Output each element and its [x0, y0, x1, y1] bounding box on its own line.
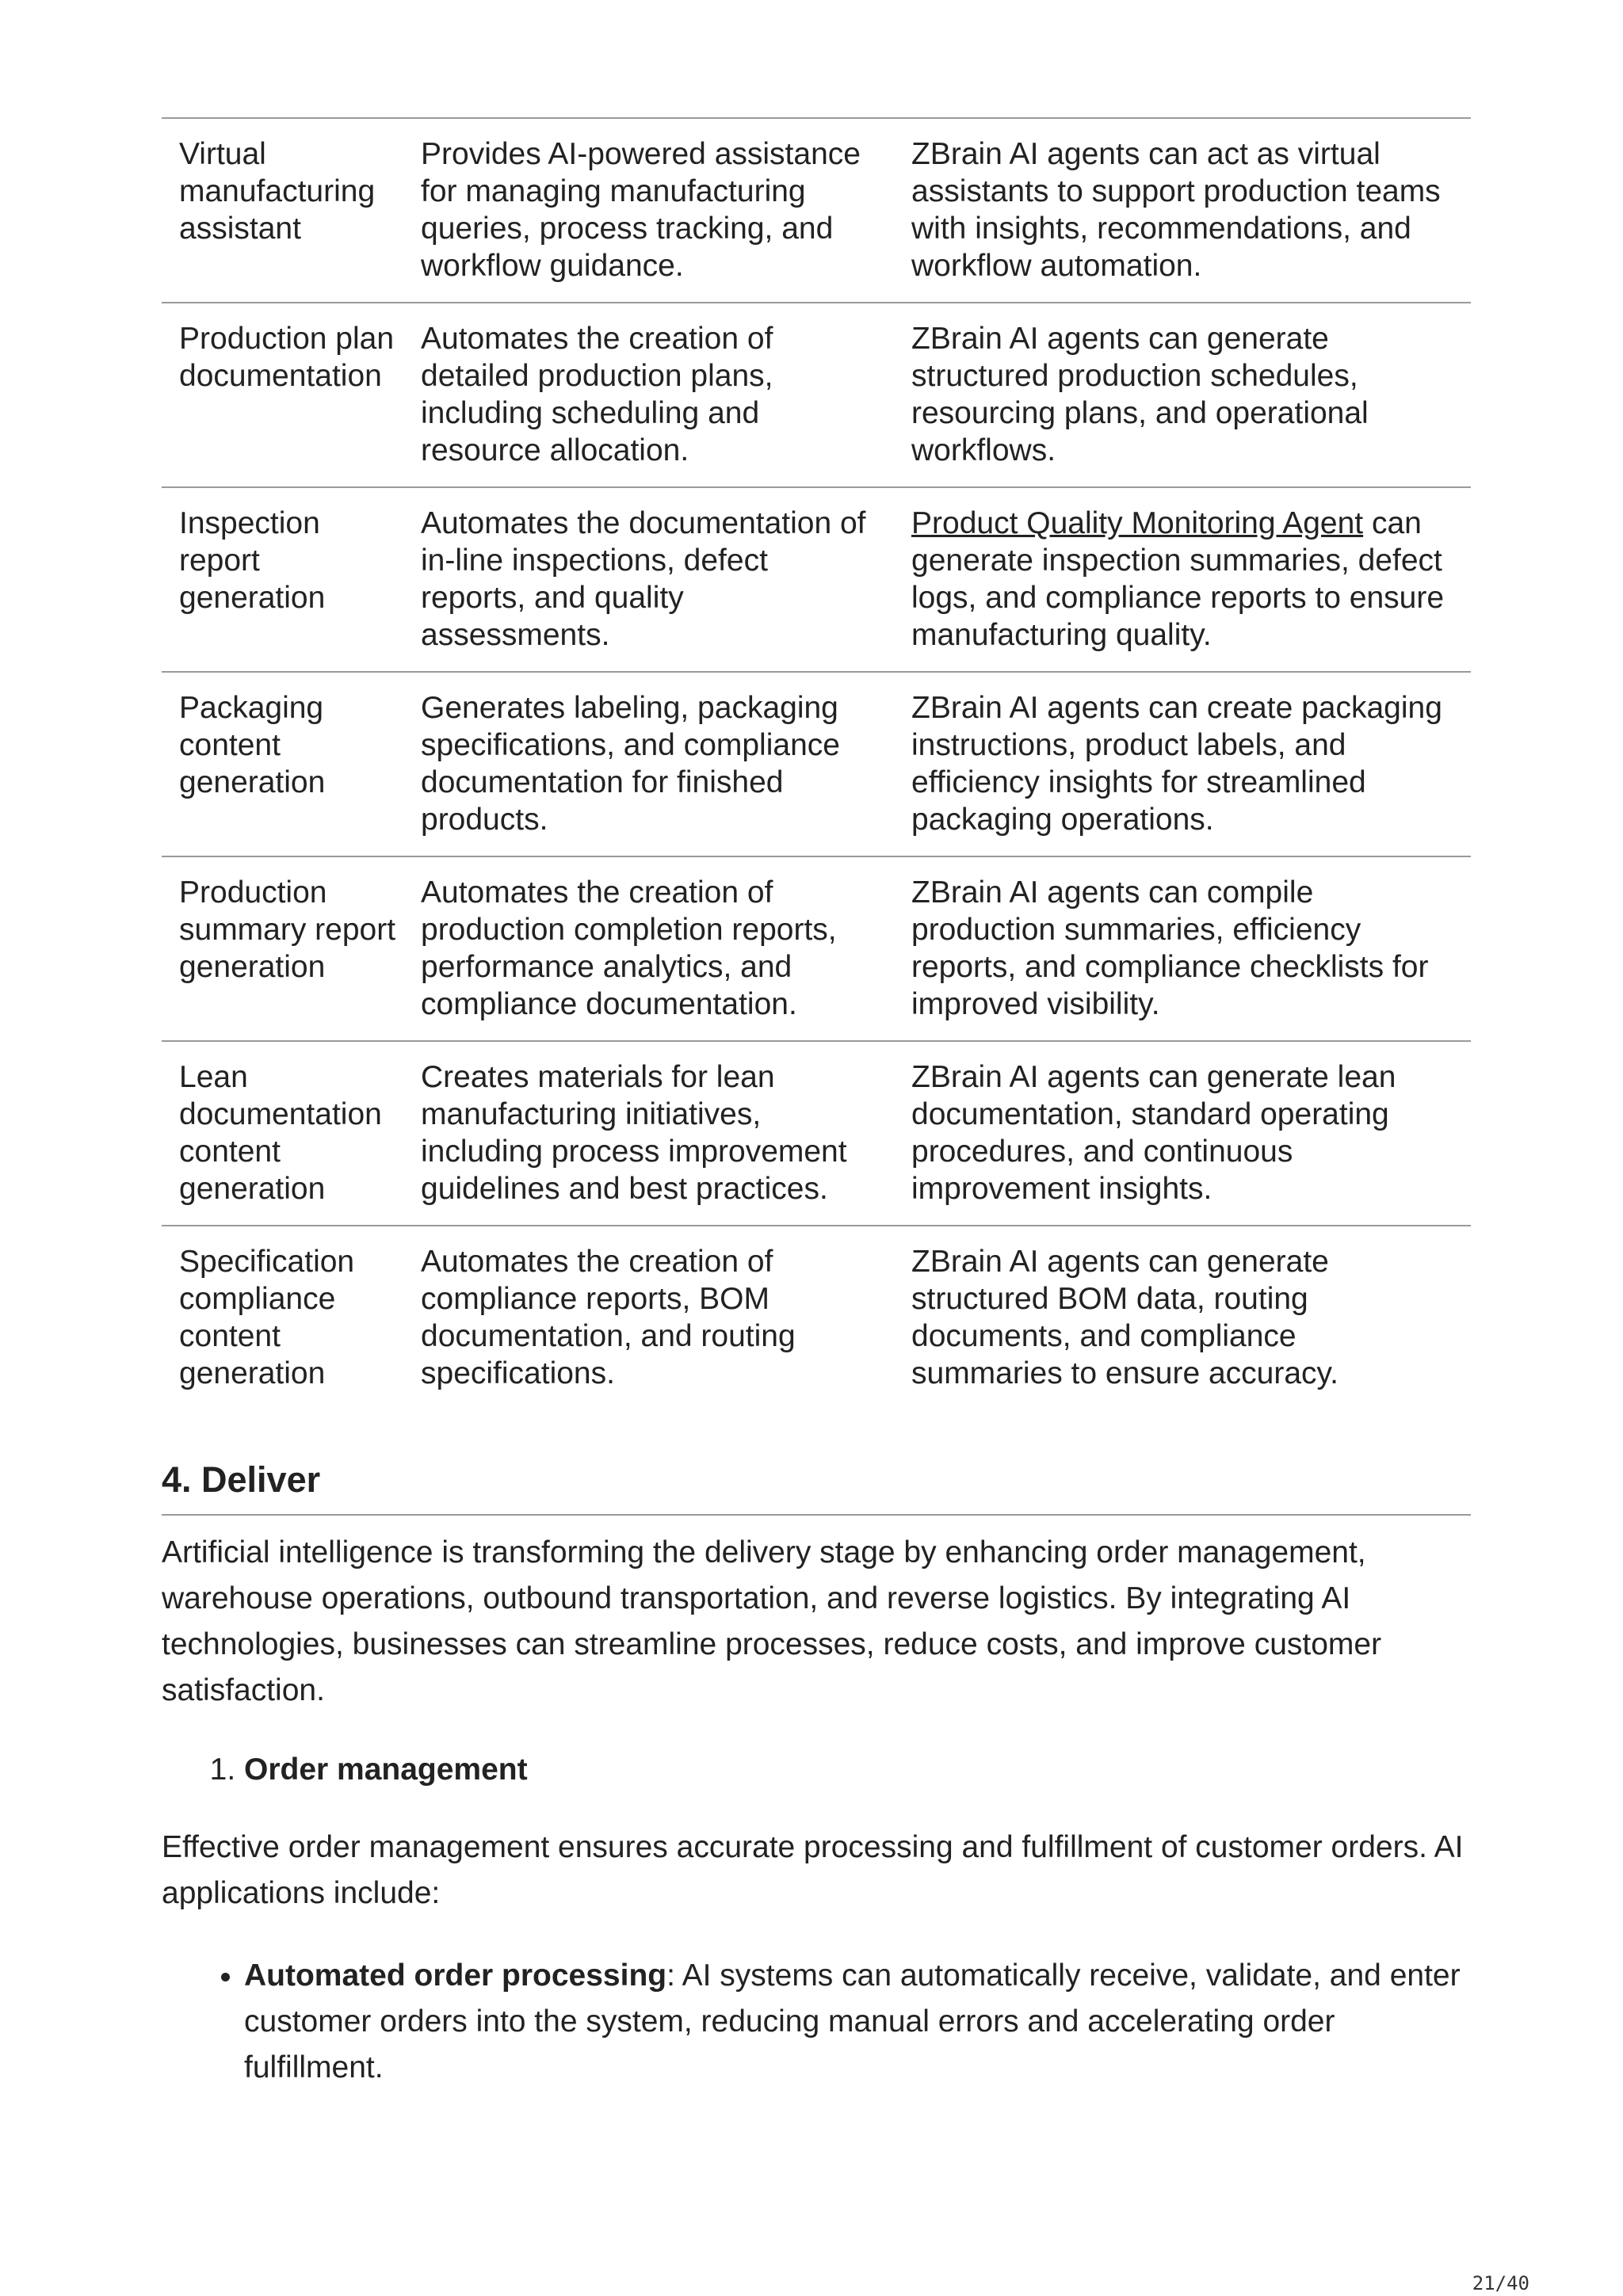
- table-row: [162, 118, 1471, 303]
- table-row: [162, 672, 1471, 856]
- zbrain-cell: [884, 1041, 1471, 1226]
- use-case-cell: Lean documentation content generation: [162, 1041, 413, 1226]
- zbrain-cell: [884, 487, 1471, 672]
- use-case-cell: Inspection report generation: [162, 487, 413, 672]
- table-row: [162, 487, 1471, 672]
- description-cell: Automates the documentation of in-line inspections, defect reports, and quality assessments.: [413, 487, 884, 672]
- zbrain-cell: [884, 303, 1471, 487]
- use-case-cell: Virtual manufacturing assistant: [162, 118, 413, 303]
- bullet-list: [162, 1953, 1471, 2091]
- step-title: Order management: [244, 1753, 528, 1787]
- description-cell: Creates materials for lean manufacturing initiatives, including process improvement guidelines and best practices.: [413, 1041, 884, 1226]
- section-heading: 4. Deliver: [162, 1459, 1471, 1516]
- zbrain-cell: [884, 856, 1471, 1041]
- zbrain-text: ZBrain AI agents can generate structured BOM data, routing documents, and compliance summaries to ensure accuracy.: [911, 1245, 1338, 1390]
- zbrain-text: can generate inspection summaries, defect logs, and compliance reports to ensure manufacturing quality.: [911, 506, 1445, 652]
- zbrain-text: ZBrain AI agents can act as virtual assistants to support production teams with insights, recommendations, and workflow automation.: [911, 137, 1441, 283]
- section-intro: Artificial intelligence is transforming the delivery stage by enhancing order management, warehouse operations, outbound transportation, and reverse logistics. By integrating AI technologies, businesses can streamline processes, reduce costs, and improve customer satisfaction.: [162, 1535, 1382, 1707]
- description-cell: Automates the creation of compliance reports, BOM documentation, and routing specifications.: [421, 1245, 796, 1390]
- step-intro: Effective order management ensures accurate processing and fulfillment of customer orders. AI applications include:: [162, 1830, 1464, 1910]
- table-row: [162, 1226, 1471, 1409]
- zbrain-text: ZBrain AI agents can compile production summaries, efficiency reports, and compliance checklists for improved visibility.: [911, 875, 1429, 1021]
- zbrain-cell: [884, 672, 1471, 856]
- steps-list: [162, 1747, 1471, 1793]
- use-case-table-body: [162, 118, 1471, 1409]
- description-cell: Automates the creation of detailed production plans, including scheduling and resource allocation.: [413, 303, 884, 487]
- description-cell: Provides AI-powered assistance for managing manufacturing queries, process tracking, and workflow guidance.: [413, 118, 884, 303]
- use-case-cell: Production summary report generation: [162, 856, 413, 1041]
- table-row: [162, 303, 1471, 487]
- zbrain-text: ZBrain AI agents can generate structured production schedules, resourcing plans, and operational workflows.: [911, 322, 1369, 467]
- list-item: [244, 1953, 1471, 2091]
- document-page: [162, 117, 1471, 2091]
- zbrain-text: ZBrain AI agents can create packaging instructions, product labels, and efficiency insights for streamlined packaging operations.: [911, 691, 1442, 837]
- description-cell: Automates the creation of production completion reports, performance analytics, and compliance documentation.: [413, 856, 884, 1041]
- use-case-cell: Specification compliance content generation: [179, 1245, 355, 1390]
- zbrain-text: ZBrain AI agents can generate lean documentation, standard operating procedures, and continuous improvement insights.: [911, 1060, 1396, 1206]
- bullet-title: Automated order processing: [244, 1958, 667, 1993]
- use-case-cell: Production plan documentation: [162, 303, 413, 487]
- table-row: [162, 1041, 1471, 1226]
- table-row: [162, 856, 1471, 1041]
- use-case-table: [162, 117, 1471, 1409]
- list-item: [244, 1747, 1471, 1793]
- use-case-cell: Packaging content generation: [162, 672, 413, 856]
- description-cell: Generates labeling, packaging specifications, and compliance documentation for finished products.: [413, 672, 884, 856]
- bullet-text: : AI systems can automatically receive, validate, and enter customer orders into the system, reducing manual errors and accelerating order fulfillment.: [244, 1958, 1461, 2084]
- zbrain-cell: [884, 118, 1471, 303]
- page-number: 21/40: [1472, 2272, 1529, 2294]
- zbrain-cell: [884, 1226, 1471, 1409]
- agent-link[interactable]: Product Quality Monitoring Agent: [911, 506, 1364, 540]
